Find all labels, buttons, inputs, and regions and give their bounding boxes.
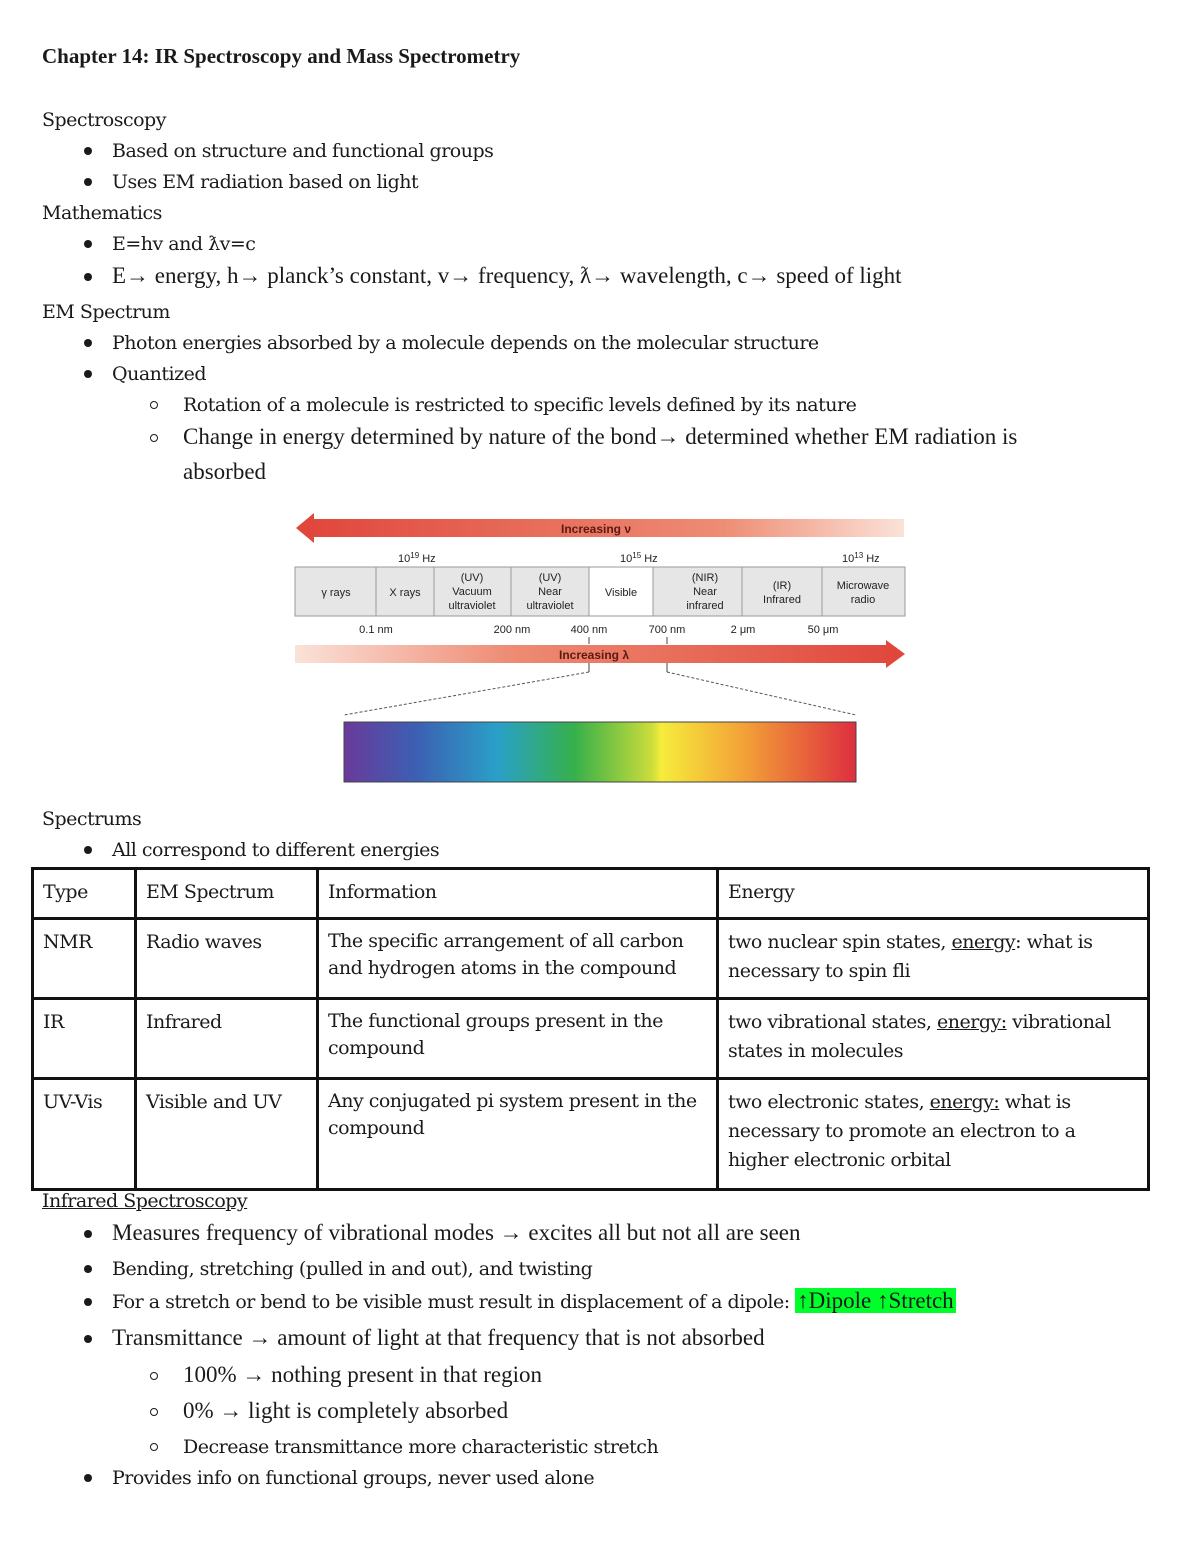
bullet-icon	[84, 273, 92, 281]
table-cell: The specific arrangement of all carbon and hydrogen atoms in the compound	[318, 919, 718, 999]
heading-mathematics: Mathematics	[42, 202, 162, 224]
heading-spectroscopy: Spectroscopy	[42, 109, 166, 131]
increasing-wavelength-arrow	[295, 640, 905, 668]
table-header: EM Spectrum	[136, 869, 318, 919]
increasing-frequency-arrow	[296, 513, 904, 543]
bullet-icon	[84, 1230, 92, 1238]
sub-bullet-icon	[150, 1443, 158, 1451]
list-item: Decrease transmittance more characteristic stretch	[183, 1436, 659, 1458]
spectrum-region-bar	[295, 567, 905, 616]
list-item: Bending, stretching (pulled in and out), and twisting	[112, 1258, 593, 1280]
spectroscopy-table	[31, 867, 1150, 1191]
region-x-rays	[389, 587, 421, 599]
list-item: Change in energy determined by nature of the bond→ determined whether EM radiation is	[183, 424, 1018, 449]
sub-bullet-icon	[150, 1408, 158, 1416]
svg-text:(UV): (UV)	[538, 572, 562, 584]
highlighted-text: ↑Dipole ↑Stretch	[797, 1288, 954, 1313]
sub-bullet-icon	[150, 401, 158, 409]
table-cell: Visible and UV	[136, 1079, 318, 1190]
list-item: 100% → nothing present in that region	[183, 1362, 542, 1387]
table-row	[33, 1079, 1149, 1190]
svg-text:(UV): (UV)	[460, 572, 484, 584]
svg-text:Visible: Visible	[604, 587, 638, 599]
em-spectrum-figure	[280, 500, 930, 800]
bullet-icon	[84, 240, 92, 248]
table-cell: Radio waves	[136, 919, 318, 999]
bullet-icon	[84, 370, 92, 378]
freq-label: $10^{15}$ Hz	[620, 551, 658, 565]
svg-text:X rays: X rays	[389, 587, 421, 599]
svg-text:(IR): (IR)	[772, 580, 792, 592]
svg-text:Vacuum: Vacuum	[452, 586, 492, 598]
bullet-icon	[84, 1298, 92, 1306]
freq-label: $10^{13}$ Hz	[842, 551, 880, 565]
table-cell: IR	[33, 999, 136, 1079]
table-row	[33, 919, 1149, 999]
list-item: 0% → light is completely absorbed	[183, 1398, 509, 1423]
bullet-icon	[84, 178, 92, 186]
list-item: Uses EM radiation based on light	[112, 171, 419, 193]
svg-text:infrared: infrared	[686, 600, 724, 612]
wavelength-label: 400 nm	[570, 624, 608, 636]
list-item-continuation: absorbed	[183, 459, 267, 484]
bullet-icon	[84, 339, 92, 347]
visible-spectrum-band	[344, 722, 856, 782]
svg-text:(NIR): (NIR)	[691, 572, 719, 584]
table-header: Energy	[718, 869, 1149, 919]
table-header: Information	[318, 869, 718, 919]
freq-label: $10^{19}$ Hz	[398, 551, 436, 565]
list-item: E→ energy, h→ planck’s constant, v→ frequency, ƛ→ wavelength, c→ speed of light	[112, 263, 902, 288]
table-cell: Any conjugated pi system present in the compound	[318, 1079, 718, 1190]
heading-em-spectrum: EM Spectrum	[42, 301, 170, 323]
bullet-icon	[84, 1265, 92, 1273]
list-item: Rotation of a molecule is restricted to specific levels defined by its nature	[183, 394, 857, 416]
zoom-line	[667, 672, 856, 715]
sub-bullet-icon	[150, 1372, 158, 1380]
region-visible	[605, 587, 637, 599]
svg-text:Infrared: Infrared	[763, 594, 801, 606]
list-item: Quantized	[112, 363, 207, 385]
heading-spectrums: Spectrums	[42, 808, 142, 830]
table-cell: two electronic states, energy: what is necessary to promote an electron to a higher electronic orbital	[718, 1079, 1149, 1190]
svg-text:Microwave: Microwave	[836, 580, 890, 592]
zoom-line	[344, 672, 589, 715]
svg-text:γ rays: γ rays	[321, 587, 351, 599]
table-cell: The functional groups present in the compound	[318, 999, 718, 1079]
bullet-icon	[84, 1335, 92, 1343]
sub-bullet-icon	[150, 434, 158, 442]
table-cell: Infrared	[136, 999, 318, 1079]
list-item: Photon energies absorbed by a molecule depends on the molecular structure	[112, 332, 819, 354]
increasing-frequency-label: Increasing ν	[560, 522, 632, 536]
list-item: Transmittance → amount of light at that frequency that is not absorbed	[112, 1325, 765, 1350]
list-item: Measures frequency of vibrational modes → excites all but not all are seen	[112, 1220, 801, 1245]
svg-text:ultraviolet: ultraviolet	[526, 600, 574, 612]
table-header-row	[33, 869, 1149, 919]
table-header: Type	[33, 869, 136, 919]
table-cell: two nuclear spin states, energy: what is necessary to spin fli	[718, 919, 1149, 999]
wavelength-label: 2 μm	[730, 624, 756, 636]
increasing-wavelength-label: Increasing λ	[558, 648, 630, 662]
list-item: E=hv and ƛv=c	[112, 233, 256, 255]
list-item: Provides info on functional groups, never used alone	[112, 1467, 595, 1489]
wavelength-label: 200 nm	[493, 624, 531, 636]
table-cell: NMR	[33, 919, 136, 999]
table-cell: UV-Vis	[33, 1079, 136, 1190]
list-item: For a stretch or bend to be visible must result in displacement of a dipole: ↑Dipole ↑Stretch	[112, 1288, 954, 1313]
wavelength-label: 50 μm	[807, 624, 839, 636]
svg-text:radio: radio	[850, 594, 876, 606]
bullet-icon	[84, 846, 92, 854]
bullet-icon	[84, 147, 92, 155]
svg-text:ultraviolet: ultraviolet	[448, 600, 496, 612]
heading-infrared-spectroscopy: Infrared Spectroscopy	[42, 1190, 248, 1212]
list-item: Based on structure and functional groups	[112, 140, 494, 162]
svg-text:Near: Near	[693, 586, 717, 598]
wavelength-label: 0.1 nm	[359, 624, 393, 636]
page-title: Chapter 14: IR Spectroscopy and Mass Spectrometry	[42, 44, 521, 68]
table-row	[33, 999, 1149, 1079]
wavelength-label: 700 nm	[648, 624, 686, 636]
bullet-icon	[84, 1474, 92, 1482]
table-cell: two vibrational states, energy: vibrational states in molecules	[718, 999, 1149, 1079]
svg-text:Near: Near	[538, 586, 562, 598]
region-gamma-rays	[321, 587, 351, 599]
list-item: All correspond to different energies	[112, 839, 440, 861]
